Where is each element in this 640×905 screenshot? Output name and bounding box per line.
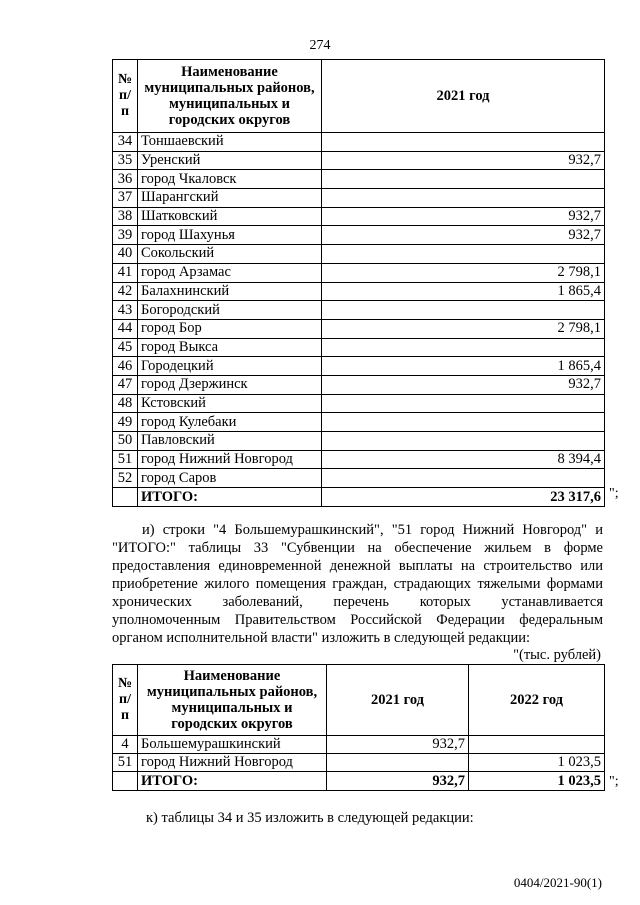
- row-value-2021: 1 865,4: [322, 357, 605, 376]
- table-row: [113, 263, 605, 282]
- row-number: 46: [113, 357, 138, 376]
- row-value-2021: 1 865,4: [322, 282, 605, 301]
- table-header-row: [113, 60, 605, 133]
- amendment-text: и) строки "4 Большемурашкинский", "51 город Нижний Новгород" и "ИТОГО:" таблицы 33 "Субвенции на обеспечение жильем в форме предоставления единовременной денежной выплаты на строительство или приобретение жилого помещения граждан, страдающих тяжелыми формами хронических заболеваний, перечень которых устанавливается уполномоченным Правительством Российской Федерации федеральным органом исполнительной власти" изложить в следующей редакции:: [112, 522, 603, 646]
- row-number: 47: [113, 375, 138, 394]
- row-value-2021: [322, 170, 605, 189]
- table-row: [113, 413, 605, 432]
- row-value-2021: 932,7: [322, 151, 605, 170]
- row-municipality: Уренский: [138, 151, 322, 170]
- row-value-2021: [322, 432, 605, 451]
- table-row: [113, 375, 605, 394]
- row-number: 45: [113, 338, 138, 357]
- table-row: [113, 207, 605, 226]
- row-number: 4: [113, 736, 138, 754]
- row-municipality: Шарангский: [138, 189, 322, 208]
- row-number: 42: [113, 282, 138, 301]
- row-municipality: город Нижний Новгород: [138, 450, 322, 469]
- row-number: 35: [113, 151, 138, 170]
- row-number: 38: [113, 207, 138, 226]
- row-municipality: город Дзержинск: [138, 375, 322, 394]
- row-number: 34: [113, 133, 138, 152]
- row-municipality: город Саров: [138, 469, 322, 488]
- row-number: 37: [113, 189, 138, 208]
- row-municipality: Тоншаевский: [138, 133, 322, 152]
- table-row: [113, 357, 605, 376]
- row-number: 39: [113, 226, 138, 245]
- row-number: 44: [113, 319, 138, 338]
- table-row: [113, 245, 605, 264]
- row-value-2021: 2 798,1: [322, 319, 605, 338]
- row-municipality: город Шахунья: [138, 226, 322, 245]
- row-number: 36: [113, 170, 138, 189]
- t2-total-row: [113, 772, 605, 791]
- table-row: [113, 319, 605, 338]
- t2-header-num: № п/п: [113, 665, 138, 736]
- table-row: [113, 301, 605, 320]
- table-row: [113, 170, 605, 189]
- table-row: [113, 151, 605, 170]
- table-row: [113, 133, 605, 152]
- row-municipality: Богородский: [138, 301, 322, 320]
- row-municipality: Большемурашкинский: [138, 736, 327, 754]
- t2-total-2022: 1 023,5: [469, 772, 605, 791]
- row-value-2021: [322, 189, 605, 208]
- row-municipality: город Нижний Новгород: [138, 754, 327, 772]
- table1-closing-quote: ";: [609, 486, 619, 501]
- table-row: [113, 226, 605, 245]
- next-paragraph: к) таблицы 34 и 35 изложить в следующей редакции:: [146, 810, 474, 826]
- header-num: № п/п: [113, 60, 138, 133]
- row-municipality: город Арзамас: [138, 263, 322, 282]
- table-row: [113, 282, 605, 301]
- row-number: 52: [113, 469, 138, 488]
- row-number: 48: [113, 394, 138, 413]
- row-municipality: город Кулебаки: [138, 413, 322, 432]
- table-row: [113, 394, 605, 413]
- row-number: 49: [113, 413, 138, 432]
- units-label: "(тыс. рублей): [513, 647, 601, 663]
- row-value-2021: [322, 301, 605, 320]
- row-value-2022: 1 023,5: [469, 754, 605, 772]
- row-municipality: город Бор: [138, 319, 322, 338]
- row-municipality: Балахнинский: [138, 282, 322, 301]
- subvention-table-1: [112, 59, 605, 507]
- row-municipality: Сокольский: [138, 245, 322, 264]
- row-value-2021: 2 798,1: [322, 263, 605, 282]
- header-name: Наименование муниципальных районов, муниципальных и городских округов: [138, 60, 322, 133]
- row-municipality: Городецкий: [138, 357, 322, 376]
- row-number: 51: [113, 450, 138, 469]
- table-row: [113, 736, 605, 754]
- header-2021: 2021 год: [322, 60, 605, 133]
- table-row: [113, 469, 605, 488]
- table-row: [113, 189, 605, 208]
- subvention-table-2: [112, 664, 605, 791]
- row-municipality: город Чкаловск: [138, 170, 322, 189]
- total-2021: 23 317,6: [322, 488, 605, 507]
- t2-header-name: Наименование муниципальных районов, муниципальных и городских округов: [138, 665, 327, 736]
- row-number: 51: [113, 754, 138, 772]
- row-value-2021: 932,7: [327, 736, 469, 754]
- row-value-2021: [322, 133, 605, 152]
- table2-closing-quote: ";: [609, 774, 619, 789]
- row-value-2021: 8 394,4: [322, 450, 605, 469]
- row-number: 43: [113, 301, 138, 320]
- t2-header-2021: 2021 год: [327, 665, 469, 736]
- row-municipality: Шатковский: [138, 207, 322, 226]
- row-value-2022: [469, 736, 605, 754]
- row-value-2021: [322, 469, 605, 488]
- row-value-2021: 932,7: [322, 207, 605, 226]
- amendment-paragraph: [112, 521, 603, 647]
- table2-header-row: [113, 665, 605, 736]
- document-code: 0404/2021-90(1): [513, 875, 602, 890]
- total-num: [113, 488, 138, 507]
- table-row: [113, 754, 605, 772]
- row-value-2021: [322, 245, 605, 264]
- row-municipality: город Выкса: [138, 338, 322, 357]
- table-row: [113, 432, 605, 451]
- row-number: 41: [113, 263, 138, 282]
- page-number: 274: [309, 38, 331, 53]
- total-row: [113, 488, 605, 507]
- table-row: [113, 338, 605, 357]
- row-municipality: Кстовский: [138, 394, 322, 413]
- row-number: 40: [113, 245, 138, 264]
- row-municipality: Павловский: [138, 432, 322, 451]
- row-value-2021: [322, 338, 605, 357]
- total-label: ИТОГО:: [138, 488, 322, 507]
- t2-header-2022: 2022 год: [469, 665, 605, 736]
- t2-total-2021: 932,7: [327, 772, 469, 791]
- table-row: [113, 450, 605, 469]
- t2-total-label: ИТОГО:: [138, 772, 327, 791]
- row-value-2021: 932,7: [322, 226, 605, 245]
- row-number: 50: [113, 432, 138, 451]
- row-value-2021: [327, 754, 469, 772]
- row-value-2021: [322, 394, 605, 413]
- row-value-2021: [322, 413, 605, 432]
- row-value-2021: 932,7: [322, 375, 605, 394]
- t2-total-num: [113, 772, 138, 791]
